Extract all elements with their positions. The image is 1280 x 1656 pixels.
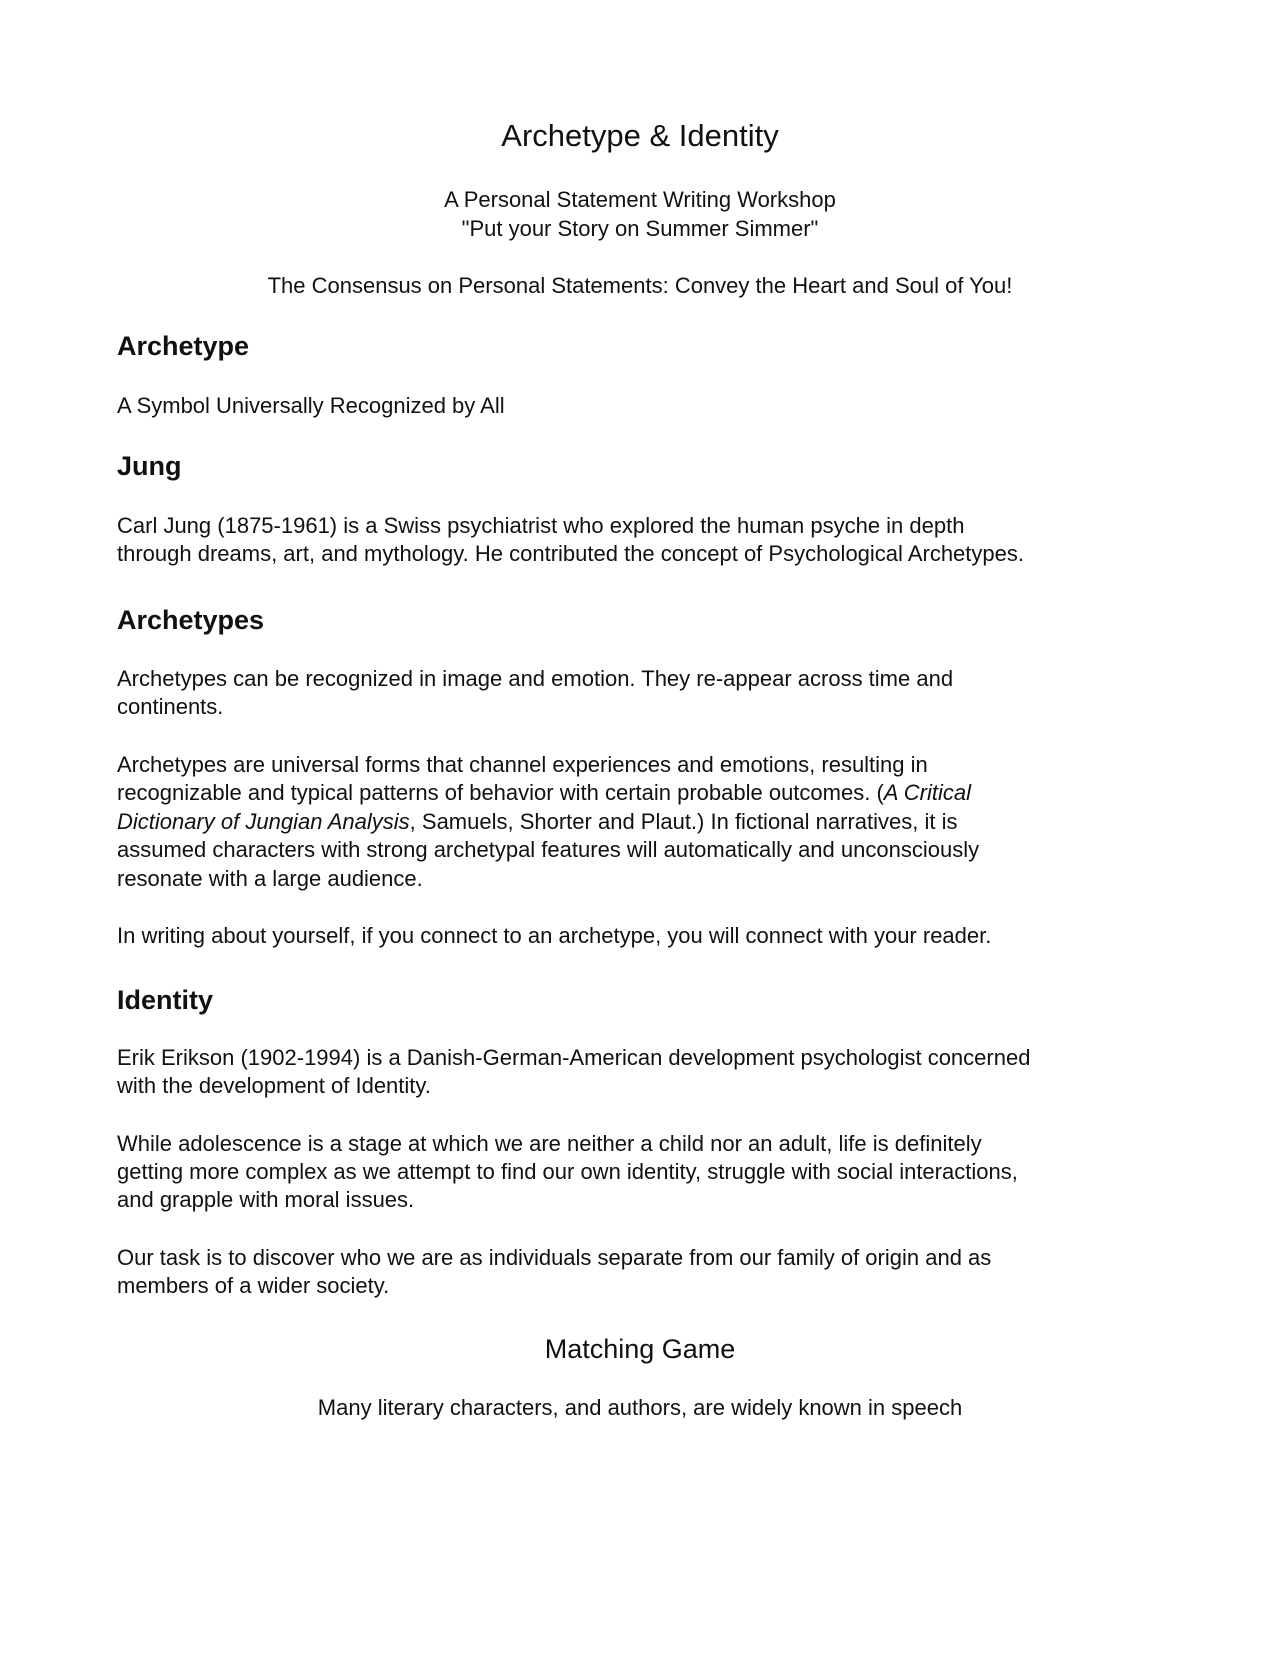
archetypes-text: recognizable and typical patterns of behavior with certain probable outcomes. (	[117, 780, 884, 805]
matching-game-intro: Many literary characters, and authors, are widely known in speech	[317, 1395, 963, 1420]
section-heading-matching-game: Matching Game	[544, 1334, 736, 1364]
identity-paragraph-line: with the development of Identity.	[117, 1073, 431, 1098]
section-heading-archetype: Archetype	[117, 331, 250, 361]
section-heading-identity: Identity	[117, 985, 214, 1015]
citation-title: Dictionary of Jungian Analysis	[117, 809, 410, 834]
identity-paragraph-line: getting more complex as we attempt to find our own identity, struggle with social interactions,	[117, 1159, 1018, 1184]
citation-title: A Critical	[883, 780, 971, 805]
document-subtitle: A Personal Statement Writing Workshop	[444, 187, 836, 212]
identity-paragraph-line: While adolescence is a stage at which we are neither a child nor an adult, life is definitely	[117, 1131, 982, 1156]
archetypes-paragraph-line: Archetypes are universal forms that channel experiences and emotions, resulting in	[117, 752, 928, 777]
section-heading-archetypes: Archetypes	[117, 605, 265, 635]
document-tagline: "Put your Story on Summer Simmer"	[461, 216, 819, 241]
jung-paragraph-line: Carl Jung (1875-1961) is a Swiss psychiatrist who explored the human psyche in depth	[117, 513, 965, 538]
identity-paragraph-line: Our task is to discover who we are as individuals separate from our family of origin and as	[117, 1245, 992, 1270]
archetypes-paragraph-line	[117, 779, 971, 808]
archetypes-paragraph-line: assumed characters with strong archetypal features will automatically and unconsciously	[117, 837, 980, 862]
archetype-definition: A Symbol Universally Recognized by All	[117, 393, 505, 418]
document-title: Archetype & Identity	[501, 118, 779, 153]
jung-paragraph-line: through dreams, art, and mythology. He contributed the concept of Psychological Archetypes.	[117, 541, 1024, 566]
identity-paragraph-line: and grapple with moral issues.	[117, 1187, 415, 1212]
archetypes-paragraph-line: resonate with a large audience.	[117, 866, 423, 891]
archetypes-paragraph-line: continents.	[117, 694, 224, 719]
archetypes-paragraph-line: In writing about yourself, if you connect to an archetype, you will connect with your reader.	[117, 923, 992, 948]
identity-paragraph-line: Erik Erikson (1902-1994) is a Danish-German-American development psychologist concerned	[117, 1045, 1031, 1070]
identity-paragraph-line: members of a wider society.	[117, 1273, 390, 1298]
consensus-statement: The Consensus on Personal Statements: Convey the Heart and Soul of You!	[267, 273, 1013, 298]
archetypes-text: , Samuels, Shorter and Plaut.) In fictional narratives, it is	[409, 809, 958, 834]
archetypes-paragraph-line	[117, 808, 957, 837]
archetypes-paragraph-line: Archetypes can be recognized in image and emotion. They re-appear across time and	[117, 666, 954, 691]
section-heading-jung: Jung	[117, 451, 182, 481]
